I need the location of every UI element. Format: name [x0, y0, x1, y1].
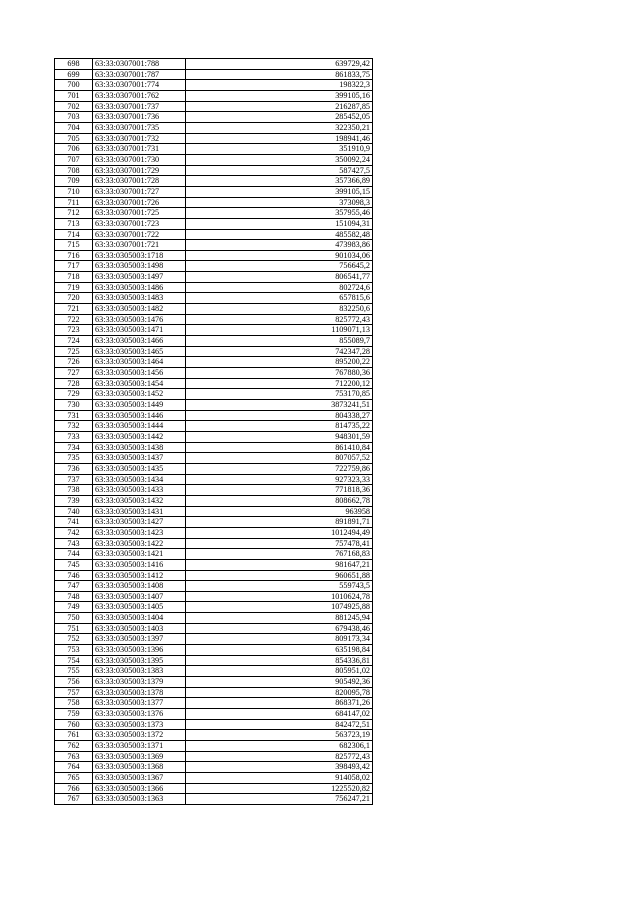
- cadastral-number-cell: 63:33:0307001:737: [93, 101, 186, 112]
- cadastral-number-cell: 63:33:0305003:1397: [93, 634, 186, 645]
- cadastral-number-cell: 63:33:0305003:1482: [93, 304, 186, 315]
- row-number-cell: 709: [55, 176, 93, 187]
- table-row: [55, 687, 373, 698]
- row-number-cell: 761: [55, 730, 93, 741]
- cadastral-number-cell: 63:33:0307001:735: [93, 122, 186, 133]
- cadastral-number-cell: 63:33:0305003:1483: [93, 293, 186, 304]
- cadastral-value-cell: 357955,46: [186, 208, 373, 219]
- cadastral-number-cell: 63:33:0307001:727: [93, 186, 186, 197]
- cadastral-number-cell: 63:33:0305003:1416: [93, 559, 186, 570]
- row-number-cell: 714: [55, 229, 93, 240]
- row-number-cell: 762: [55, 741, 93, 752]
- cadastral-number-cell: 63:33:0305003:1465: [93, 346, 186, 357]
- cadastral-value-cell: 861833,75: [186, 69, 373, 80]
- table-row: [55, 133, 373, 144]
- cadastral-value-cell: 905492,36: [186, 677, 373, 688]
- table-row: [55, 325, 373, 336]
- row-number-cell: 728: [55, 378, 93, 389]
- cadastral-number-cell: 63:33:0307001:730: [93, 154, 186, 165]
- cadastral-value-cell: 756645,2: [186, 261, 373, 272]
- table-row: [55, 762, 373, 773]
- cadastral-value-cell: 808662,78: [186, 495, 373, 506]
- cadastral-value-cell: 1225520,82: [186, 783, 373, 794]
- cadastral-value-cell: 1109071,13: [186, 325, 373, 336]
- row-number-cell: 767: [55, 794, 93, 805]
- cadastral-value-cell: 322350,21: [186, 122, 373, 133]
- row-number-cell: 699: [55, 69, 93, 80]
- table-row: [55, 261, 373, 272]
- cadastral-value-cell: 398493,42: [186, 762, 373, 773]
- row-number-cell: 748: [55, 591, 93, 602]
- cadastral-number-cell: 63:33:0305003:1421: [93, 549, 186, 560]
- cadastral-value-cell: 854336,81: [186, 655, 373, 666]
- cadastral-value-cell: 914058,02: [186, 772, 373, 783]
- cadastral-value-cell: 285452,05: [186, 112, 373, 123]
- table-row: [55, 218, 373, 229]
- cadastral-value-cell: 712200,12: [186, 378, 373, 389]
- cadastral-value-table: [54, 58, 373, 805]
- row-number-cell: 757: [55, 687, 93, 698]
- table-row: [55, 613, 373, 624]
- row-number-cell: 744: [55, 549, 93, 560]
- cadastral-value-cell: 771818,36: [186, 485, 373, 496]
- cadastral-value-cell: 357366,89: [186, 176, 373, 187]
- row-number-cell: 701: [55, 90, 93, 101]
- row-number-cell: 705: [55, 133, 93, 144]
- row-number-cell: 708: [55, 165, 93, 176]
- table-row: [55, 570, 373, 581]
- table-row: [55, 645, 373, 656]
- table-row: [55, 197, 373, 208]
- table-row: [55, 431, 373, 442]
- cadastral-value-cell: 351910,9: [186, 144, 373, 155]
- row-number-cell: 759: [55, 709, 93, 720]
- table-row: [55, 666, 373, 677]
- table-row: [55, 112, 373, 123]
- table-row: [55, 229, 373, 240]
- row-number-cell: 732: [55, 421, 93, 432]
- cadastral-value-cell: 981647,21: [186, 559, 373, 570]
- row-number-cell: 751: [55, 623, 93, 634]
- cadastral-number-cell: 63:33:0307001:728: [93, 176, 186, 187]
- cadastral-value-cell: 473983,86: [186, 240, 373, 251]
- table-row: [55, 186, 373, 197]
- row-number-cell: 745: [55, 559, 93, 570]
- cadastral-value-cell: 807057,52: [186, 453, 373, 464]
- table-row: [55, 453, 373, 464]
- table-row: [55, 506, 373, 517]
- row-number-cell: 717: [55, 261, 93, 272]
- cadastral-number-cell: 63:33:0305003:1442: [93, 431, 186, 442]
- cadastral-value-cell: 151094,31: [186, 218, 373, 229]
- cadastral-number-cell: 63:33:0305003:1368: [93, 762, 186, 773]
- cadastral-number-cell: 63:33:0307001:787: [93, 69, 186, 80]
- cadastral-number-cell: 63:33:0305003:1498: [93, 261, 186, 272]
- cadastral-number-cell: 63:33:0305003:1433: [93, 485, 186, 496]
- cadastral-number-cell: 63:33:0305003:1464: [93, 357, 186, 368]
- cadastral-value-cell: 3873241,51: [186, 400, 373, 411]
- table-row: [55, 410, 373, 421]
- table-row: [55, 463, 373, 474]
- table-row: [55, 378, 373, 389]
- cadastral-value-cell: 216287,85: [186, 101, 373, 112]
- cadastral-number-cell: 63:33:0305003:1367: [93, 772, 186, 783]
- cadastral-value-cell: 722759,86: [186, 463, 373, 474]
- table-row: [55, 101, 373, 112]
- table-row: [55, 495, 373, 506]
- row-number-cell: 760: [55, 719, 93, 730]
- table-row: [55, 677, 373, 688]
- row-number-cell: 727: [55, 368, 93, 379]
- row-number-cell: 736: [55, 463, 93, 474]
- row-number-cell: 753: [55, 645, 93, 656]
- table-row: [55, 208, 373, 219]
- cadastral-value-cell: 901034,06: [186, 250, 373, 261]
- cadastral-number-cell: 63:33:0305003:1422: [93, 538, 186, 549]
- table-row: [55, 602, 373, 613]
- cadastral-value-cell: 198322,3: [186, 80, 373, 91]
- cadastral-number-cell: 63:33:0305003:1446: [93, 410, 186, 421]
- row-number-cell: 734: [55, 442, 93, 453]
- row-number-cell: 718: [55, 272, 93, 283]
- cadastral-number-cell: 63:33:0305003:1471: [93, 325, 186, 336]
- row-number-cell: 719: [55, 282, 93, 293]
- cadastral-value-cell: 399105,16: [186, 90, 373, 101]
- row-number-cell: 721: [55, 304, 93, 315]
- row-number-cell: 707: [55, 154, 93, 165]
- table-row: [55, 421, 373, 432]
- cadastral-value-cell: 373098,3: [186, 197, 373, 208]
- table-row: [55, 389, 373, 400]
- table-row: [55, 741, 373, 752]
- row-number-cell: 722: [55, 314, 93, 325]
- table-row: [55, 144, 373, 155]
- cadastral-number-cell: 63:33:0305003:1437: [93, 453, 186, 464]
- cadastral-number-cell: 63:33:0305003:1476: [93, 314, 186, 325]
- cadastral-value-cell: 756247,21: [186, 794, 373, 805]
- row-number-cell: 725: [55, 346, 93, 357]
- row-number-cell: 750: [55, 613, 93, 624]
- row-number-cell: 716: [55, 250, 93, 261]
- cadastral-number-cell: 63:33:0305003:1405: [93, 602, 186, 613]
- cadastral-number-cell: 63:33:0307001:732: [93, 133, 186, 144]
- table-row: [55, 623, 373, 634]
- cadastral-number-cell: 63:33:0305003:1369: [93, 751, 186, 762]
- cadastral-value-cell: 635198,84: [186, 645, 373, 656]
- table-row: [55, 272, 373, 283]
- cadastral-number-cell: 63:33:0305003:1379: [93, 677, 186, 688]
- cadastral-value-cell: 757478,41: [186, 538, 373, 549]
- row-number-cell: 711: [55, 197, 93, 208]
- row-number-cell: 723: [55, 325, 93, 336]
- cadastral-number-cell: 63:33:0305003:1431: [93, 506, 186, 517]
- row-number-cell: 752: [55, 634, 93, 645]
- cadastral-number-cell: 63:33:0307001:774: [93, 80, 186, 91]
- table-body: [55, 59, 373, 805]
- cadastral-value-cell: 742347,28: [186, 346, 373, 357]
- cadastral-number-cell: 63:33:0305003:1432: [93, 495, 186, 506]
- cadastral-value-cell: 963958: [186, 506, 373, 517]
- table-row: [55, 165, 373, 176]
- table-row: [55, 559, 373, 570]
- cadastral-value-cell: 682306,1: [186, 741, 373, 752]
- cadastral-value-cell: 861410,84: [186, 442, 373, 453]
- row-number-cell: 746: [55, 570, 93, 581]
- cadastral-number-cell: 63:33:0307001:729: [93, 165, 186, 176]
- table-row: [55, 485, 373, 496]
- cadastral-value-cell: 563723,19: [186, 730, 373, 741]
- cadastral-value-cell: 809173,34: [186, 634, 373, 645]
- table-row: [55, 154, 373, 165]
- table-row: [55, 357, 373, 368]
- table-row: [55, 634, 373, 645]
- table-row: [55, 69, 373, 80]
- row-number-cell: 698: [55, 59, 93, 70]
- cadastral-number-cell: 63:33:0307001:721: [93, 240, 186, 251]
- cadastral-number-cell: 63:33:0305003:1486: [93, 282, 186, 293]
- table-row: [55, 698, 373, 709]
- row-number-cell: 765: [55, 772, 93, 783]
- cadastral-number-cell: 63:33:0305003:1466: [93, 336, 186, 347]
- row-number-cell: 741: [55, 517, 93, 528]
- table-row: [55, 794, 373, 805]
- cadastral-value-cell: 1012494,49: [186, 527, 373, 538]
- table-row: [55, 591, 373, 602]
- cadastral-value-cell: 679438,46: [186, 623, 373, 634]
- cadastral-value-cell: 842472,51: [186, 719, 373, 730]
- cadastral-number-cell: 63:33:0305003:1366: [93, 783, 186, 794]
- table-row: [55, 304, 373, 315]
- row-number-cell: 726: [55, 357, 93, 368]
- cadastral-number-cell: 63:33:0305003:1371: [93, 741, 186, 752]
- cadastral-number-cell: 63:33:0305003:1412: [93, 570, 186, 581]
- table-row: [55, 293, 373, 304]
- table-row: [55, 250, 373, 261]
- row-number-cell: 756: [55, 677, 93, 688]
- row-number-cell: 720: [55, 293, 93, 304]
- cadastral-value-cell: 927323,33: [186, 474, 373, 485]
- row-number-cell: 733: [55, 431, 93, 442]
- row-number-cell: 700: [55, 80, 93, 91]
- cadastral-value-cell: 1010624,78: [186, 591, 373, 602]
- cadastral-number-cell: 63:33:0305003:1435: [93, 463, 186, 474]
- cadastral-number-cell: 63:33:0305003:1454: [93, 378, 186, 389]
- table-row: [55, 80, 373, 91]
- row-number-cell: 706: [55, 144, 93, 155]
- cadastral-number-cell: 63:33:0305003:1408: [93, 581, 186, 592]
- cadastral-number-cell: 63:33:0305003:1438: [93, 442, 186, 453]
- row-number-cell: 729: [55, 389, 93, 400]
- table-row: [55, 549, 373, 560]
- cadastral-number-cell: 63:33:0305003:1396: [93, 645, 186, 656]
- cadastral-number-cell: 63:33:0307001:731: [93, 144, 186, 155]
- cadastral-number-cell: 63:33:0307001:725: [93, 208, 186, 219]
- cadastral-value-cell: 684147,02: [186, 709, 373, 720]
- row-number-cell: 754: [55, 655, 93, 666]
- cadastral-number-cell: 63:33:0305003:1378: [93, 687, 186, 698]
- row-number-cell: 742: [55, 527, 93, 538]
- row-number-cell: 713: [55, 218, 93, 229]
- cadastral-value-cell: 960651,88: [186, 570, 373, 581]
- cadastral-value-cell: 805951,02: [186, 666, 373, 677]
- cadastral-value-cell: 814735,22: [186, 421, 373, 432]
- cadastral-number-cell: 63:33:0305003:1427: [93, 517, 186, 528]
- table-row: [55, 527, 373, 538]
- row-number-cell: 715: [55, 240, 93, 251]
- cadastral-number-cell: 63:33:0305003:1373: [93, 719, 186, 730]
- row-number-cell: 710: [55, 186, 93, 197]
- row-number-cell: 703: [55, 112, 93, 123]
- cadastral-value-cell: 767880,36: [186, 368, 373, 379]
- cadastral-value-cell: 825772,43: [186, 751, 373, 762]
- cadastral-number-cell: 63:33:0305003:1403: [93, 623, 186, 634]
- cadastral-value-cell: 820095,78: [186, 687, 373, 698]
- table-row: [55, 772, 373, 783]
- cadastral-value-cell: 825772,43: [186, 314, 373, 325]
- cadastral-value-cell: 399105,15: [186, 186, 373, 197]
- row-number-cell: 738: [55, 485, 93, 496]
- cadastral-value-cell: 350092,24: [186, 154, 373, 165]
- table-row: [55, 474, 373, 485]
- table-row: [55, 314, 373, 325]
- cadastral-value-cell: 891891,71: [186, 517, 373, 528]
- row-number-cell: 730: [55, 400, 93, 411]
- row-number-cell: 763: [55, 751, 93, 762]
- cadastral-value-cell: 832250,6: [186, 304, 373, 315]
- cadastral-value-cell: 198941,46: [186, 133, 373, 144]
- row-number-cell: 739: [55, 495, 93, 506]
- cadastral-number-cell: 63:33:0305003:1377: [93, 698, 186, 709]
- cadastral-number-cell: 63:33:0305003:1444: [93, 421, 186, 432]
- cadastral-value-cell: 767168,83: [186, 549, 373, 560]
- table-row: [55, 655, 373, 666]
- row-number-cell: 704: [55, 122, 93, 133]
- cadastral-number-cell: 63:33:0305003:1497: [93, 272, 186, 283]
- table-row: [55, 751, 373, 762]
- cadastral-value-cell: 855089,7: [186, 336, 373, 347]
- cadastral-number-cell: 63:33:0305003:1376: [93, 709, 186, 720]
- row-number-cell: 747: [55, 581, 93, 592]
- row-number-cell: 758: [55, 698, 93, 709]
- table-row: [55, 368, 373, 379]
- cadastral-number-cell: 63:33:0305003:1363: [93, 794, 186, 805]
- cadastral-value-cell: 804338,27: [186, 410, 373, 421]
- table-row: [55, 346, 373, 357]
- cadastral-number-cell: 63:33:0307001:736: [93, 112, 186, 123]
- cadastral-value-cell: 868371,26: [186, 698, 373, 709]
- cadastral-number-cell: 63:33:0305003:1449: [93, 400, 186, 411]
- cadastral-number-cell: 63:33:0305003:1456: [93, 368, 186, 379]
- row-number-cell: 766: [55, 783, 93, 794]
- cadastral-value-cell: 948301,59: [186, 431, 373, 442]
- row-number-cell: 731: [55, 410, 93, 421]
- cadastral-value-cell: 657815,6: [186, 293, 373, 304]
- table-row: [55, 517, 373, 528]
- cadastral-number-cell: 63:33:0305003:1404: [93, 613, 186, 624]
- cadastral-number-cell: 63:33:0305003:1434: [93, 474, 186, 485]
- table-row: [55, 442, 373, 453]
- cadastral-number-cell: 63:33:0305003:1407: [93, 591, 186, 602]
- row-number-cell: 735: [55, 453, 93, 464]
- cadastral-value-cell: 802724,6: [186, 282, 373, 293]
- table-row: [55, 400, 373, 411]
- table-row: [55, 709, 373, 720]
- table-row: [55, 122, 373, 133]
- cadastral-number-cell: 63:33:0307001:722: [93, 229, 186, 240]
- cadastral-number-cell: 63:33:0305003:1423: [93, 527, 186, 538]
- row-number-cell: 755: [55, 666, 93, 677]
- cadastral-value-cell: 587427,5: [186, 165, 373, 176]
- table-row: [55, 336, 373, 347]
- cadastral-value-cell: 806541,77: [186, 272, 373, 283]
- cadastral-value-cell: 753170,85: [186, 389, 373, 400]
- row-number-cell: 749: [55, 602, 93, 613]
- cadastral-number-cell: 63:33:0305003:1395: [93, 655, 186, 666]
- table-row: [55, 176, 373, 187]
- row-number-cell: 743: [55, 538, 93, 549]
- cadastral-number-cell: 63:33:0307001:723: [93, 218, 186, 229]
- row-number-cell: 724: [55, 336, 93, 347]
- cadastral-value-cell: 1074925,88: [186, 602, 373, 613]
- table-row: [55, 783, 373, 794]
- row-number-cell: 702: [55, 101, 93, 112]
- cadastral-value-cell: 559743,5: [186, 581, 373, 592]
- cadastral-number-cell: 63:33:0305003:1383: [93, 666, 186, 677]
- cadastral-number-cell: 63:33:0305003:1718: [93, 250, 186, 261]
- cadastral-value-cell: 485582,48: [186, 229, 373, 240]
- table-row: [55, 538, 373, 549]
- cadastral-number-cell: 63:33:0307001:726: [93, 197, 186, 208]
- cadastral-number-cell: 63:33:0305003:1372: [93, 730, 186, 741]
- cadastral-number-cell: 63:33:0307001:762: [93, 90, 186, 101]
- cadastral-value-cell: 639729,42: [186, 59, 373, 70]
- row-number-cell: 737: [55, 474, 93, 485]
- cadastral-number-cell: 63:33:0307001:788: [93, 59, 186, 70]
- cadastral-value-cell: 881245,94: [186, 613, 373, 624]
- cadastral-number-cell: 63:33:0305003:1452: [93, 389, 186, 400]
- table-row: [55, 581, 373, 592]
- table-row: [55, 730, 373, 741]
- table-row: [55, 240, 373, 251]
- table-row: [55, 282, 373, 293]
- table-row: [55, 90, 373, 101]
- row-number-cell: 764: [55, 762, 93, 773]
- row-number-cell: 712: [55, 208, 93, 219]
- table-row: [55, 719, 373, 730]
- table-row: [55, 59, 373, 70]
- cadastral-value-cell: 895200,22: [186, 357, 373, 368]
- row-number-cell: 740: [55, 506, 93, 517]
